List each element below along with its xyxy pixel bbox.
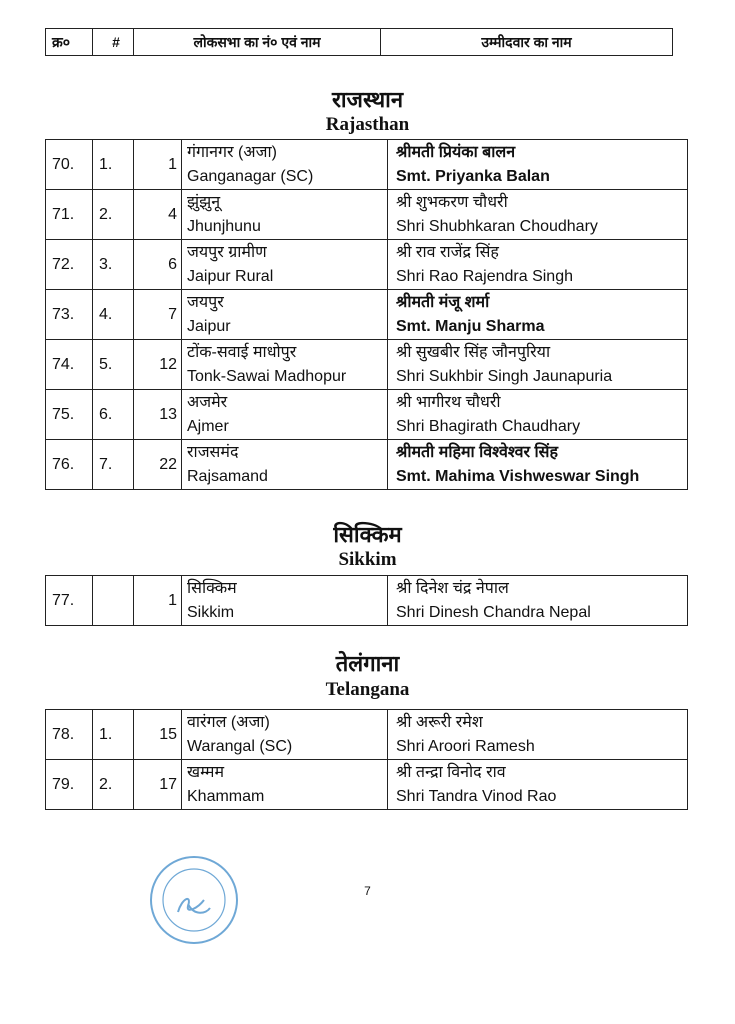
constituency-name-english: Sikkim xyxy=(187,603,235,621)
serial-number: 71. xyxy=(46,190,93,240)
constituency-name-english: Ganganagar (SC) xyxy=(187,167,314,185)
state-index: 1. xyxy=(93,140,134,190)
state-title-hindi: राजस्थान xyxy=(331,88,404,113)
constituency-name-english: Jaipur Rural xyxy=(187,267,274,285)
serial-number: 72. xyxy=(46,240,93,290)
table-row xyxy=(46,440,688,490)
stamp-inner-ring xyxy=(163,869,225,931)
constituency-name-cell xyxy=(182,140,388,190)
candidate-name-cell xyxy=(388,760,688,810)
constituency-number: 6 xyxy=(134,240,182,290)
stamp-outer-ring xyxy=(151,857,237,943)
header-kra: क्र० xyxy=(46,29,93,56)
constituency-name-cell xyxy=(182,440,388,490)
constituency-number: 4 xyxy=(134,190,182,240)
state-index: 1. xyxy=(93,710,134,760)
constituency-number: 22 xyxy=(134,440,182,490)
constituency-name-hindi: सिक्किम xyxy=(187,579,237,597)
candidate-name-english: Shri Sukhbir Singh Jaunapuria xyxy=(396,367,613,385)
candidate-name-english: Shri Rao Rajendra Singh xyxy=(396,267,573,285)
constituency-name-hindi: जयपुर ग्रामीण xyxy=(187,243,267,261)
state-index: 7. xyxy=(93,440,134,490)
constituency-number: 17 xyxy=(134,760,182,810)
candidate-name-cell xyxy=(388,240,688,290)
constituency-name-hindi: अजमेर xyxy=(187,393,228,411)
candidate-name-hindi: श्रीमती महिमा विश्वेश्वर सिंह xyxy=(396,443,558,461)
candidate-name-hindi: श्रीमती मंजू शर्मा xyxy=(396,293,490,311)
serial-number: 78. xyxy=(46,710,93,760)
candidate-name-cell xyxy=(388,576,688,626)
candidate-name-cell xyxy=(388,710,688,760)
candidate-name-cell xyxy=(388,290,688,340)
candidate-name-hindi: श्री दिनेश चंद्र नेपाल xyxy=(396,579,509,597)
constituency-name-hindi: खम्मम xyxy=(187,763,225,781)
candidate-name-hindi: श्रीमती प्रियंका बालन xyxy=(396,143,516,161)
candidate-name-english: Smt. Priyanka Balan xyxy=(396,167,550,185)
constituency-name-english: Khammam xyxy=(187,787,265,805)
candidate-name-cell xyxy=(388,440,688,490)
constituency-number: 7 xyxy=(134,290,182,340)
constituency-name-cell xyxy=(182,290,388,340)
constituency-name-cell xyxy=(182,340,388,390)
table-row xyxy=(46,710,688,760)
constituency-name-hindi: टोंक-सवाई माधोपुर xyxy=(187,343,297,361)
candidate-name-hindi: श्री राव राजेंद्र सिंह xyxy=(396,243,499,261)
candidate-name-cell xyxy=(388,340,688,390)
column-header-table xyxy=(45,28,673,56)
constituency-name-hindi: जयपुर xyxy=(187,293,224,311)
constituency-name-cell xyxy=(182,240,388,290)
table-row xyxy=(46,576,688,626)
candidate-name-english: Shri Tandra Vinod Rao xyxy=(396,787,557,805)
constituency-name-cell xyxy=(182,190,388,240)
serial-number: 73. xyxy=(46,290,93,340)
constituency-name-english: Warangal (SC) xyxy=(187,737,293,755)
candidate-name-hindi: श्री शुभकरण चौधरी xyxy=(396,193,508,211)
official-stamp-icon xyxy=(148,854,240,946)
candidate-name-hindi: श्री तन्द्रा विनोद राव xyxy=(396,763,506,781)
candidate-name-english: Shri Dinesh Chandra Nepal xyxy=(396,603,591,621)
candidate-table-telangana xyxy=(45,709,688,810)
candidate-name-cell xyxy=(388,390,688,440)
table-row xyxy=(46,190,688,240)
state-index: 4. xyxy=(93,290,134,340)
candidate-name-hindi: श्री अरूरी रमेश xyxy=(396,713,483,731)
constituency-name-english: Jaipur xyxy=(187,317,231,335)
table-row xyxy=(46,390,688,440)
state-index: 5. xyxy=(93,340,134,390)
candidate-name-english: Shri Aroori Ramesh xyxy=(396,737,535,755)
constituency-number: 1 xyxy=(134,140,182,190)
state-title-english: Telangana xyxy=(325,679,410,700)
constituency-number: 13 xyxy=(134,390,182,440)
constituency-name-english: Jhunjhunu xyxy=(187,217,261,235)
candidate-name-english: Shri Bhagirath Chaudhary xyxy=(396,417,581,435)
state-index: 3. xyxy=(93,240,134,290)
serial-number: 79. xyxy=(46,760,93,810)
constituency-name-hindi: वारंगल (अजा) xyxy=(187,713,270,731)
candidate-name-english: Shri Shubhkaran Choudhary xyxy=(396,217,598,235)
state-title-hindi: तेलंगाना xyxy=(335,652,400,677)
constituency-name-hindi: गंगानगर (अजा) xyxy=(187,143,277,161)
serial-number: 77. xyxy=(46,576,93,626)
serial-number: 74. xyxy=(46,340,93,390)
table-row xyxy=(46,290,688,340)
signature-mark xyxy=(178,899,210,913)
table-row xyxy=(46,760,688,810)
serial-number: 75. xyxy=(46,390,93,440)
state-title-english: Sikkim xyxy=(338,549,397,570)
table-row xyxy=(46,240,688,290)
constituency-name-english: Ajmer xyxy=(187,417,229,435)
constituency-number: 12 xyxy=(134,340,182,390)
constituency-name-english: Tonk-Sawai Madhopur xyxy=(187,367,347,385)
candidate-name-english: Smt. Manju Sharma xyxy=(396,317,545,335)
candidate-table-rajasthan xyxy=(45,139,688,490)
table-row xyxy=(46,340,688,390)
candidate-table-sikkim xyxy=(45,575,688,626)
constituency-name-cell xyxy=(182,576,388,626)
header-candidate: उम्मीदवार का नाम xyxy=(381,29,673,56)
constituency-name-hindi: झुंझुनू xyxy=(187,193,221,211)
candidate-name-cell xyxy=(388,190,688,240)
table-row xyxy=(46,140,688,190)
page-number: 7 xyxy=(364,884,371,898)
candidate-name-english: Smt. Mahima Vishweswar Singh xyxy=(396,467,640,485)
constituency-number: 1 xyxy=(134,576,182,626)
constituency-name-cell xyxy=(182,390,388,440)
serial-number: 76. xyxy=(46,440,93,490)
candidate-name-cell xyxy=(388,140,688,190)
constituency-name-cell xyxy=(182,710,388,760)
constituency-number: 15 xyxy=(134,710,182,760)
state-title-english: Rajasthan xyxy=(325,114,410,135)
header-constituency: लोकसभा का नं० एवं नाम xyxy=(134,29,381,56)
candidate-name-hindi: श्री भागीरथ चौधरी xyxy=(396,393,501,411)
constituency-name-cell xyxy=(182,760,388,810)
serial-number: 70. xyxy=(46,140,93,190)
state-index xyxy=(93,576,134,626)
candidate-name-hindi: श्री सुखबीर सिंह जौनपुरिया xyxy=(396,343,551,361)
constituency-name-english: Rajsamand xyxy=(187,467,268,485)
header-hash: # xyxy=(93,29,134,56)
state-title-hindi: सिक्किम xyxy=(333,523,402,548)
state-index: 6. xyxy=(93,390,134,440)
state-index: 2. xyxy=(93,190,134,240)
state-index: 2. xyxy=(93,760,134,810)
constituency-name-hindi: राजसमंद xyxy=(187,443,239,461)
